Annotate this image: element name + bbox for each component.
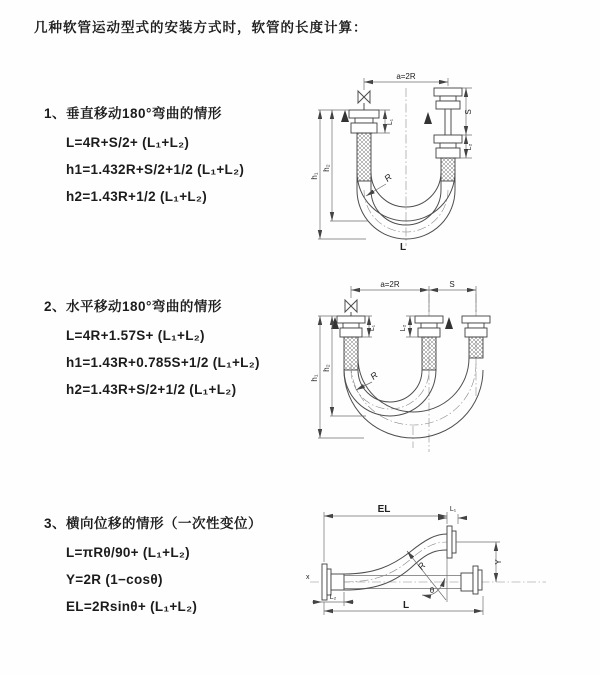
travel-label: S xyxy=(464,109,473,115)
section-1-formulas xyxy=(66,129,244,210)
displaced-end-flange xyxy=(447,526,456,558)
axis-mark-label: x xyxy=(306,574,310,581)
angle-callout xyxy=(422,578,445,595)
l1-label: L₁ xyxy=(449,506,457,513)
section-2-formulas xyxy=(66,322,260,403)
section-2-heading: 2、水平移动180°弯曲的情形 xyxy=(44,299,222,314)
movement-arrow-icon xyxy=(424,112,432,124)
section-1 xyxy=(44,102,244,210)
span-label: a=2R xyxy=(380,280,400,289)
braided-hose-section xyxy=(422,337,436,370)
h1-label: h₁ xyxy=(310,172,319,180)
section-1-heading: 1、垂直移动180°弯曲的情形 xyxy=(44,106,222,121)
left-fitting xyxy=(331,316,365,370)
travel-label: S xyxy=(449,280,455,289)
formula-el: EL=2Rsinθ+ (L₁+L₂) xyxy=(66,599,198,614)
formula-length: L=4R+S/2+ (L₁+L₂) xyxy=(66,135,190,150)
radius-label: R xyxy=(415,560,428,572)
diagram-horizontal-180-bend xyxy=(306,276,556,466)
dimension-length xyxy=(324,596,483,615)
movement-arrow-icon xyxy=(341,110,349,122)
braided-hose-section xyxy=(469,337,483,358)
length-label: L xyxy=(399,242,407,253)
middle-fitting xyxy=(415,316,453,370)
dimension-span xyxy=(364,72,448,90)
h2-label: h₂ xyxy=(322,164,331,172)
angle-label: θ xyxy=(429,586,435,595)
left-fitting xyxy=(341,110,379,181)
diagram-vertical-180-bend xyxy=(306,66,556,258)
diagram-lateral-displacement xyxy=(296,498,596,650)
el-label: EL xyxy=(377,504,391,515)
right-fitting xyxy=(424,88,462,181)
l2-label: L₂ xyxy=(400,324,407,332)
valve-icon xyxy=(358,91,370,110)
valve-icon xyxy=(345,300,357,316)
braided-hose-section xyxy=(441,158,455,181)
formula-h1: h1=1.43R+0.785S+1/2 (L₁+L₂) xyxy=(66,355,260,370)
movement-arrow-icon xyxy=(445,317,453,329)
dimension-l1 xyxy=(439,506,466,524)
section-3-formulas xyxy=(66,539,262,620)
dimension-span xyxy=(351,280,476,312)
formula-h2: h2=1.43R+S/2+1/2 (L₁+L₂) xyxy=(66,382,237,397)
formula-offset: Y=2R (1−cosθ) xyxy=(66,572,163,587)
h2-label: h₂ xyxy=(322,364,331,372)
section-3-heading: 3、横向位移的情形（一次性变位） xyxy=(44,516,263,531)
l1-label: L₁ xyxy=(387,118,394,126)
right-fitting xyxy=(462,316,490,358)
dimension-travel-s xyxy=(429,280,476,290)
section-3 xyxy=(44,512,262,620)
page-title: 几种软管运动型式的安装方式时，软管的长度计算： xyxy=(34,20,368,35)
l1-label: L₁ xyxy=(369,324,376,332)
dimension-l2 xyxy=(312,592,354,606)
braided-hose-section xyxy=(357,133,371,181)
length-label: L xyxy=(402,600,410,611)
l2-label: L₂ xyxy=(466,143,473,151)
dimension-travel-s xyxy=(462,88,473,135)
hose-u-bend xyxy=(344,358,483,438)
h1-label: h₁ xyxy=(310,374,319,382)
formula-length: L=4R+1.57S+ (L₁+L₂) xyxy=(66,328,205,343)
section-2 xyxy=(44,295,260,403)
original-position-pipe xyxy=(344,566,482,594)
span-label: a=2R xyxy=(396,72,416,81)
formula-length: L=πRθ/90+ (L₁+L₂) xyxy=(66,545,190,560)
formula-h1: h1=1.432R+S/2+1/2 (L₁+L₂) xyxy=(66,162,245,177)
dimension-el xyxy=(324,504,447,562)
l2-label: L₂ xyxy=(329,594,337,601)
radius-label: R xyxy=(382,171,394,184)
formula-h2: h2=1.43R+1/2 (L₁+L₂) xyxy=(66,189,208,204)
radius-label: R xyxy=(368,369,380,382)
y-label: Y xyxy=(494,559,503,565)
